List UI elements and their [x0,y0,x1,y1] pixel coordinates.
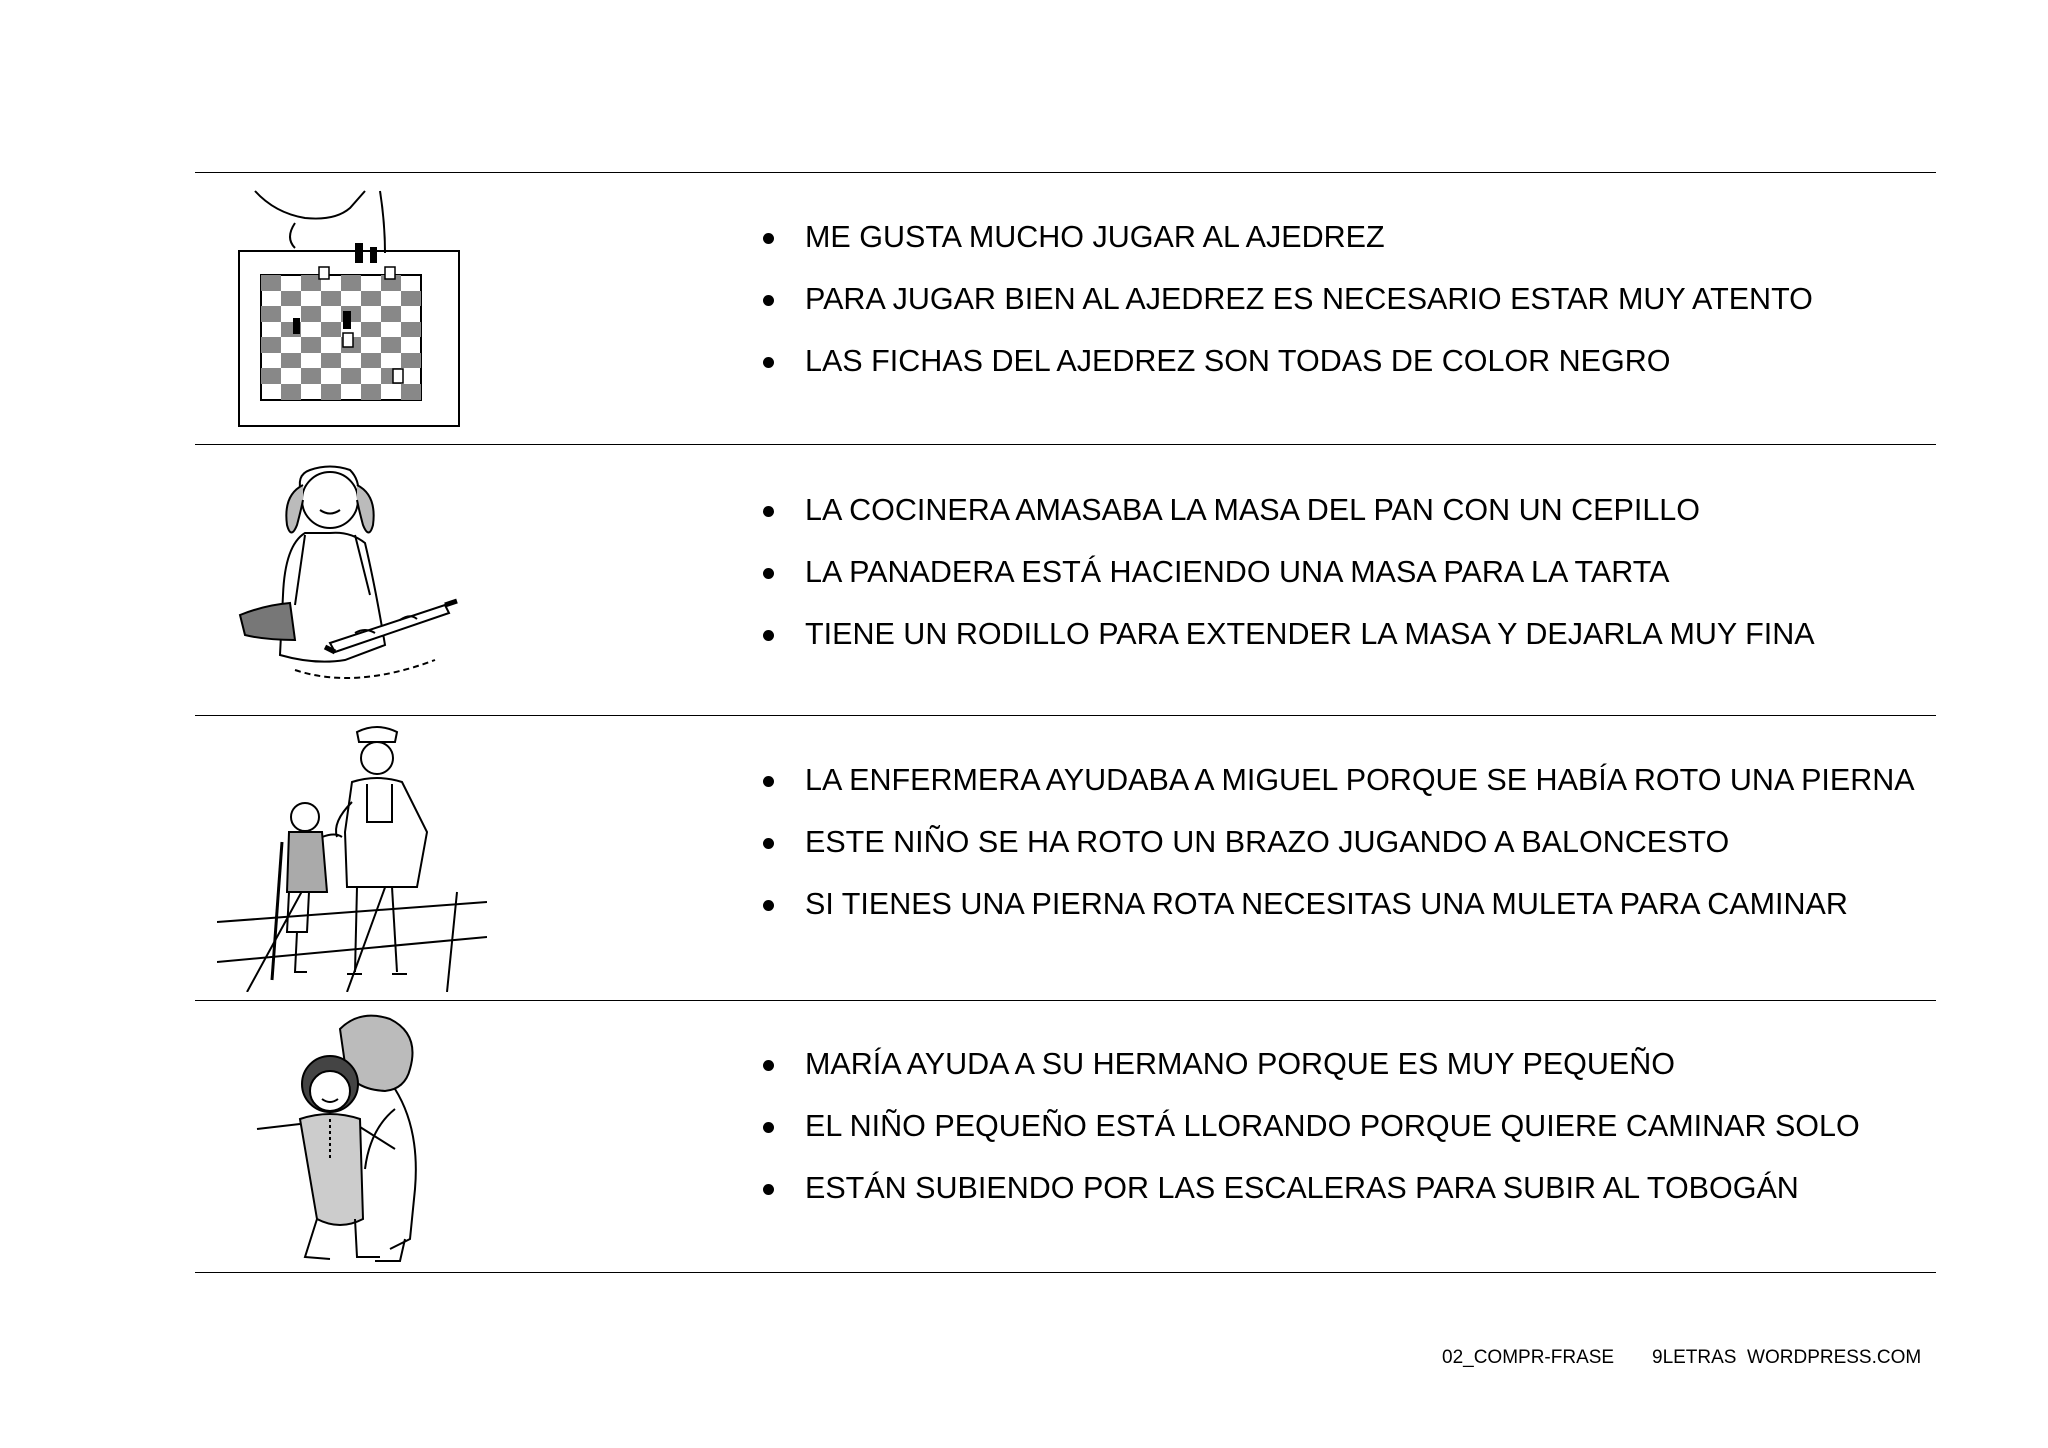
bullet-icon [763,1184,774,1195]
sentence-list [755,749,1915,935]
bullet-icon [763,295,774,306]
sentence-list [755,1033,1860,1219]
sentence-text: SI TIENES UNA PIERNA ROTA NECESITAS UNA MULETA PARA CAMINAR [805,887,1848,921]
bullet-icon [763,900,774,911]
chess-board-icon [235,183,465,428]
divider-line [195,1272,1936,1273]
exercise-row-chess [195,173,1936,443]
sentence-text: LAS FICHAS DEL AJEDREZ SON TODAS DE COLOR NEGRO [805,344,1671,378]
sentence-text: MARÍA AYUDA A SU HERMANO PORQUE ES MUY PEQUEÑO [805,1047,1676,1081]
bullet-icon [763,506,774,517]
sentence-option[interactable] [755,330,1813,392]
sentence-text: ESTE NIÑO SE HA ROTO UN BRAZO JUGANDO A BALONCESTO [805,825,1730,859]
sentence-list [755,479,1815,665]
sentence-option[interactable] [755,811,1915,873]
bullet-icon [763,630,774,641]
sentence-option[interactable] [755,1157,1860,1219]
sentence-option[interactable] [755,873,1915,935]
bullet-icon [763,357,774,368]
footer-site: 9LETRAS WORDPRESS.COM [1652,1347,1922,1368]
sentence-list [755,206,1813,392]
sentence-text: TIENE UN RODILLO PARA EXTENDER LA MASA Y DEJARLA MUY FINA [805,617,1815,651]
footer-code: 02_COMPR-FRASE [1442,1347,1615,1368]
sentence-option[interactable] [755,1095,1860,1157]
bullet-icon [763,1122,774,1133]
sentence-text: PARA JUGAR BIEN AL AJEDREZ ES NECESARIO ESTAR MUY ATENTO [805,282,1813,316]
sentence-text: LA PANADERA ESTÁ HACIENDO UNA MASA PARA LA TARTA [805,555,1670,589]
sentence-text: ESTÁN SUBIENDO POR LAS ESCALERAS PARA SUBIR AL TOBOGÁN [805,1171,1799,1205]
bullet-icon [763,1060,774,1071]
nurse-helping-boy-icon [217,722,487,992]
exercise-row-baker [195,445,1936,714]
exercise-row-nurse [195,716,1936,999]
sentence-option[interactable] [755,479,1815,541]
sentence-text: LA ENFERMERA AYUDABA A MIGUEL PORQUE SE HABÍA ROTO UNA PIERNA [805,763,1915,797]
girl-helping-toddler-icon [245,1009,465,1267]
sentence-option[interactable] [755,1033,1860,1095]
sentence-option[interactable] [755,206,1813,268]
baker-rolling-dough-icon [235,455,465,700]
bullet-icon [763,568,774,579]
sentence-option[interactable] [755,268,1813,330]
sentence-text: EL NIÑO PEQUEÑO ESTÁ LLORANDO PORQUE QUIERE CAMINAR SOLO [805,1109,1860,1143]
sentence-option[interactable] [755,541,1815,603]
sentence-text: ME GUSTA MUCHO JUGAR AL AJEDREZ [805,220,1385,254]
bullet-icon [763,776,774,787]
sentence-option[interactable] [755,749,1915,811]
exercise-row-siblings [195,1001,1936,1271]
bullet-icon [763,838,774,849]
bullet-icon [763,233,774,244]
sentence-option[interactable] [755,603,1815,665]
sentence-text: LA COCINERA AMASABA LA MASA DEL PAN CON UN CEPILLO [805,493,1700,527]
